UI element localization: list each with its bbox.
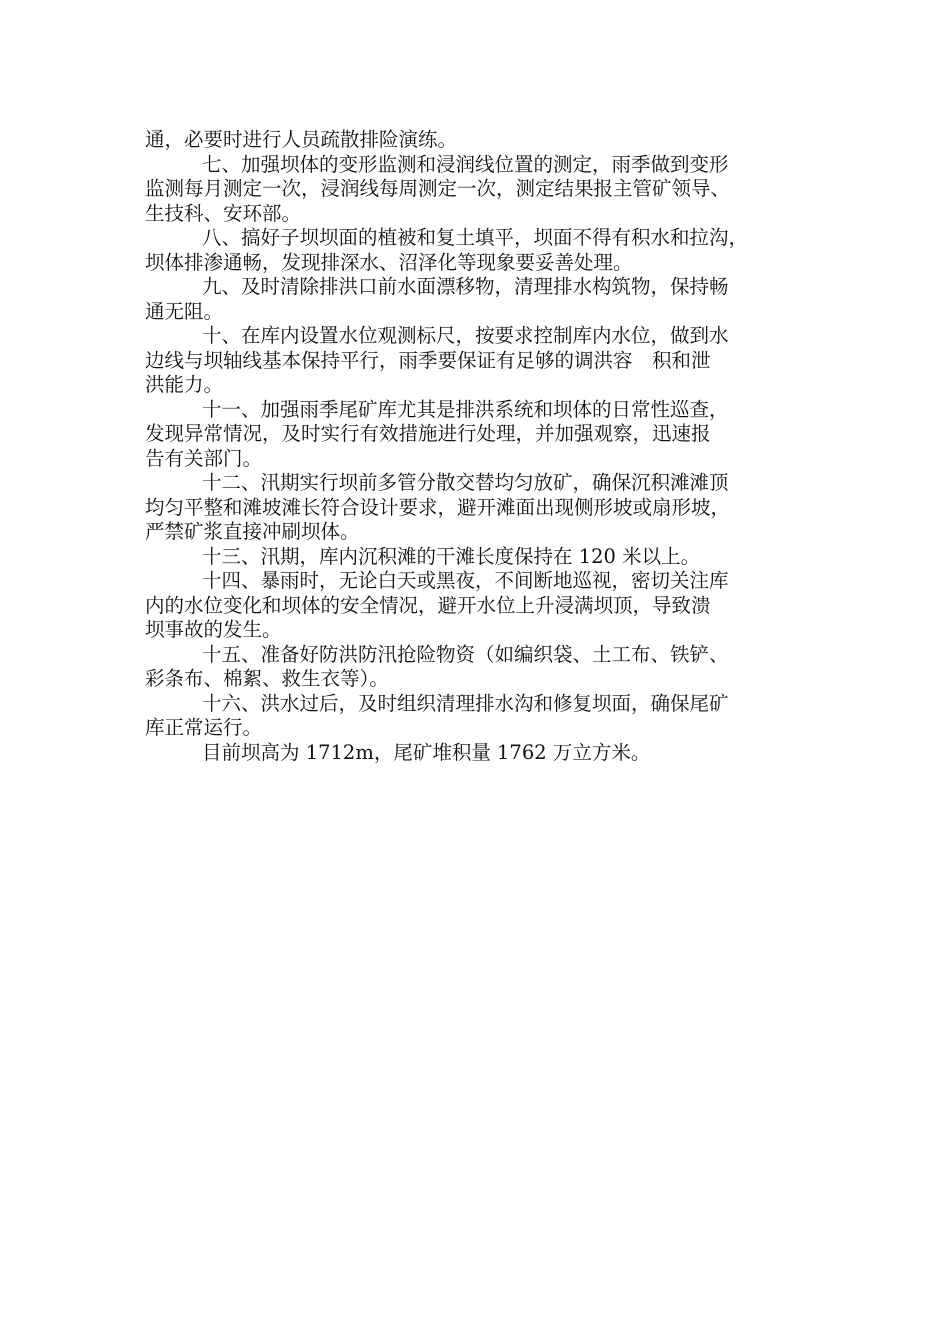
text-line: 十一、加强雨季尾矿库尤其是排洪系统和坝体的日常性巡查， [202,397,729,421]
text-line: 九、及时清除排洪口前水面漂移物，清理排水构筑物，保持畅 [202,275,729,298]
text-line: 八、搞好子坝坝面的植被和复土填平，坝面不得有积水和拉沟， [202,226,749,249]
text-line: 告有关部门。 [145,446,263,470]
text-line: 十六、洪水过后，及时组织清理排水沟和修复坝面，确保尾矿 [202,691,729,715]
text-line: 库正常运行。 [145,716,263,739]
text-line: 监测每月测定一次，浸润线每周测定一次，测定结果报主管矿领导、 [145,177,731,200]
text-line: 十四、暴雨时，无论白天或黑夜，不间断地巡视，密切关注库 [202,569,729,592]
document-body [145,128,825,765]
text-line: 洪能力。 [145,373,224,396]
text-line: 通，必要时进行人员疏散排险演练。 [145,128,458,151]
text-line: 生技科、安环部。 [145,201,302,225]
text-line: 边线与坝轴线基本保持平行，雨季要保证有足够的调洪容 积和泄 [145,348,711,372]
text-line: 十、在库内设置水位观测标尺，按要求控制库内水位，做到水 [202,324,729,347]
text-line: 十三、汛期，库内沉积滩的干滩长度保持在 120 米以上。 [202,544,701,568]
text-line: 坝事故的发生。 [145,618,282,641]
text-line: 目前坝高为 1712m，尾矿堆积量 1762 万立方米。 [202,740,651,764]
text-line: 严禁矿浆直接冲刷坝体。 [145,520,360,543]
text-line: 发现异常情况，及时实行有效措施进行处理，并加强观察，迅速报 [145,422,711,445]
text-line: 均匀平整和滩坡滩长符合设计要求，避开滩面出现侧形坡或扇形坡， [145,495,731,519]
text-line: 十二、汛期实行坝前多管分散交替均匀放矿，确保沉积滩滩顶 [202,471,729,494]
text-line: 彩条布、棉絮、救生衣等）。 [145,667,389,690]
text-line: 坝体排渗通畅，发现排深水、沼泽化等现象要妥善处理。 [145,250,633,274]
text-line: 内的水位变化和坝体的安全情况，避开水位上升浸满坝顶，导致溃 [145,593,711,617]
text-line: 十五、准备好防洪防汛抢险物资（如编织袋、土工布、铁铲、 [202,642,729,666]
text-line: 七、加强坝体的变形监测和浸润线位置的测定，雨季做到变形 [202,152,729,176]
text-line: 通无阻。 [145,299,224,323]
